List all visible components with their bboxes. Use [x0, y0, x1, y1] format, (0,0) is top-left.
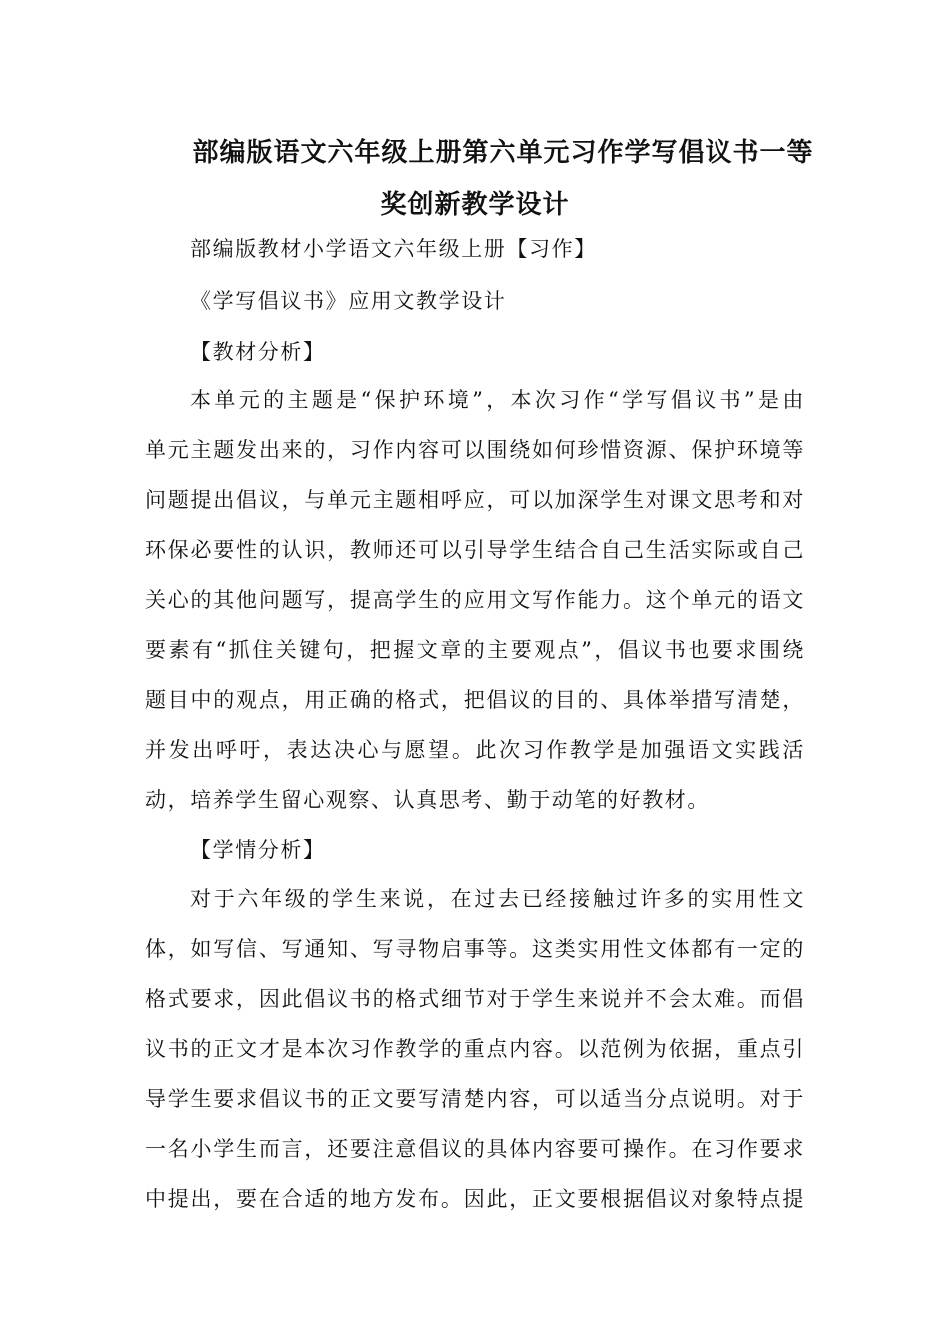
section-heading-learning-analysis: 【学情分析】 [190, 838, 326, 862]
paragraph-line: 体，如写信、写通知、写寻物启事等。这类实用性文体都有一定的 [145, 937, 805, 961]
paragraph-line: 导学生要求倡议书的正文要写清楚内容，可以适当分点说明。对于 [145, 1087, 805, 1111]
paragraph-line: 一名小学生而言，还要注意倡议的具体内容要可操作。在习作要求 [145, 1137, 805, 1161]
paragraph-line: 本单元的主题是“保护环境”，本次习作“学写倡议书”是由 [190, 388, 805, 412]
paragraph-line: 格式要求，因此倡议书的格式细节对于学生来说并不会太难。而倡 [145, 987, 805, 1011]
paragraph-line: 问题提出倡议，与单元主题相呼应，可以加深学生对课文思考和对 [145, 488, 805, 512]
paragraph-line: 关心的其他问题写，提高学生的应用文写作能力。这个单元的语文 [145, 588, 805, 612]
document-title-line-2: 奖创新教学设计 [380, 190, 570, 220]
paragraph-line: 对于六年级的学生来说，在过去已经接触过许多的实用性文 [190, 887, 805, 911]
paragraph-line: 要素有“抓住关键句，把握文章的主要观点”，倡议书也要求围绕 [145, 638, 805, 662]
intro-textbook-line: 部编版教材小学语文六年级上册【习作】 [190, 237, 597, 261]
intro-design-line: 《学写倡议书》应用文教学设计 [190, 289, 507, 313]
paragraph-line: 题目中的观点，用正确的格式，把倡议的目的、具体举措写清楚， [145, 688, 805, 712]
document-title-line-1: 部编版语文六年级上册第六单元习作学写倡议书一等 [192, 138, 814, 168]
paragraph-line: 并发出呼吁，表达决心与愿望。此次习作教学是加强语文实践活 [145, 738, 805, 762]
paragraph-line: 动，培养学生留心观察、认真思考、勤于动笔的好教材。 [145, 788, 710, 812]
paragraph-line: 议书的正文才是本次习作教学的重点内容。以范例为依据，重点引 [145, 1037, 805, 1061]
paragraph-line: 中提出，要在合适的地方发布。因此，正文要根据倡议对象特点提 [145, 1187, 805, 1211]
paragraph-line: 单元主题发出来的，习作内容可以围绕如何珍惜资源、保护环境等 [145, 438, 805, 462]
section-heading-textbook-analysis: 【教材分析】 [190, 340, 326, 364]
paragraph-line: 环保必要性的认识，教师还可以引导学生结合自己生活实际或自己 [145, 538, 805, 562]
